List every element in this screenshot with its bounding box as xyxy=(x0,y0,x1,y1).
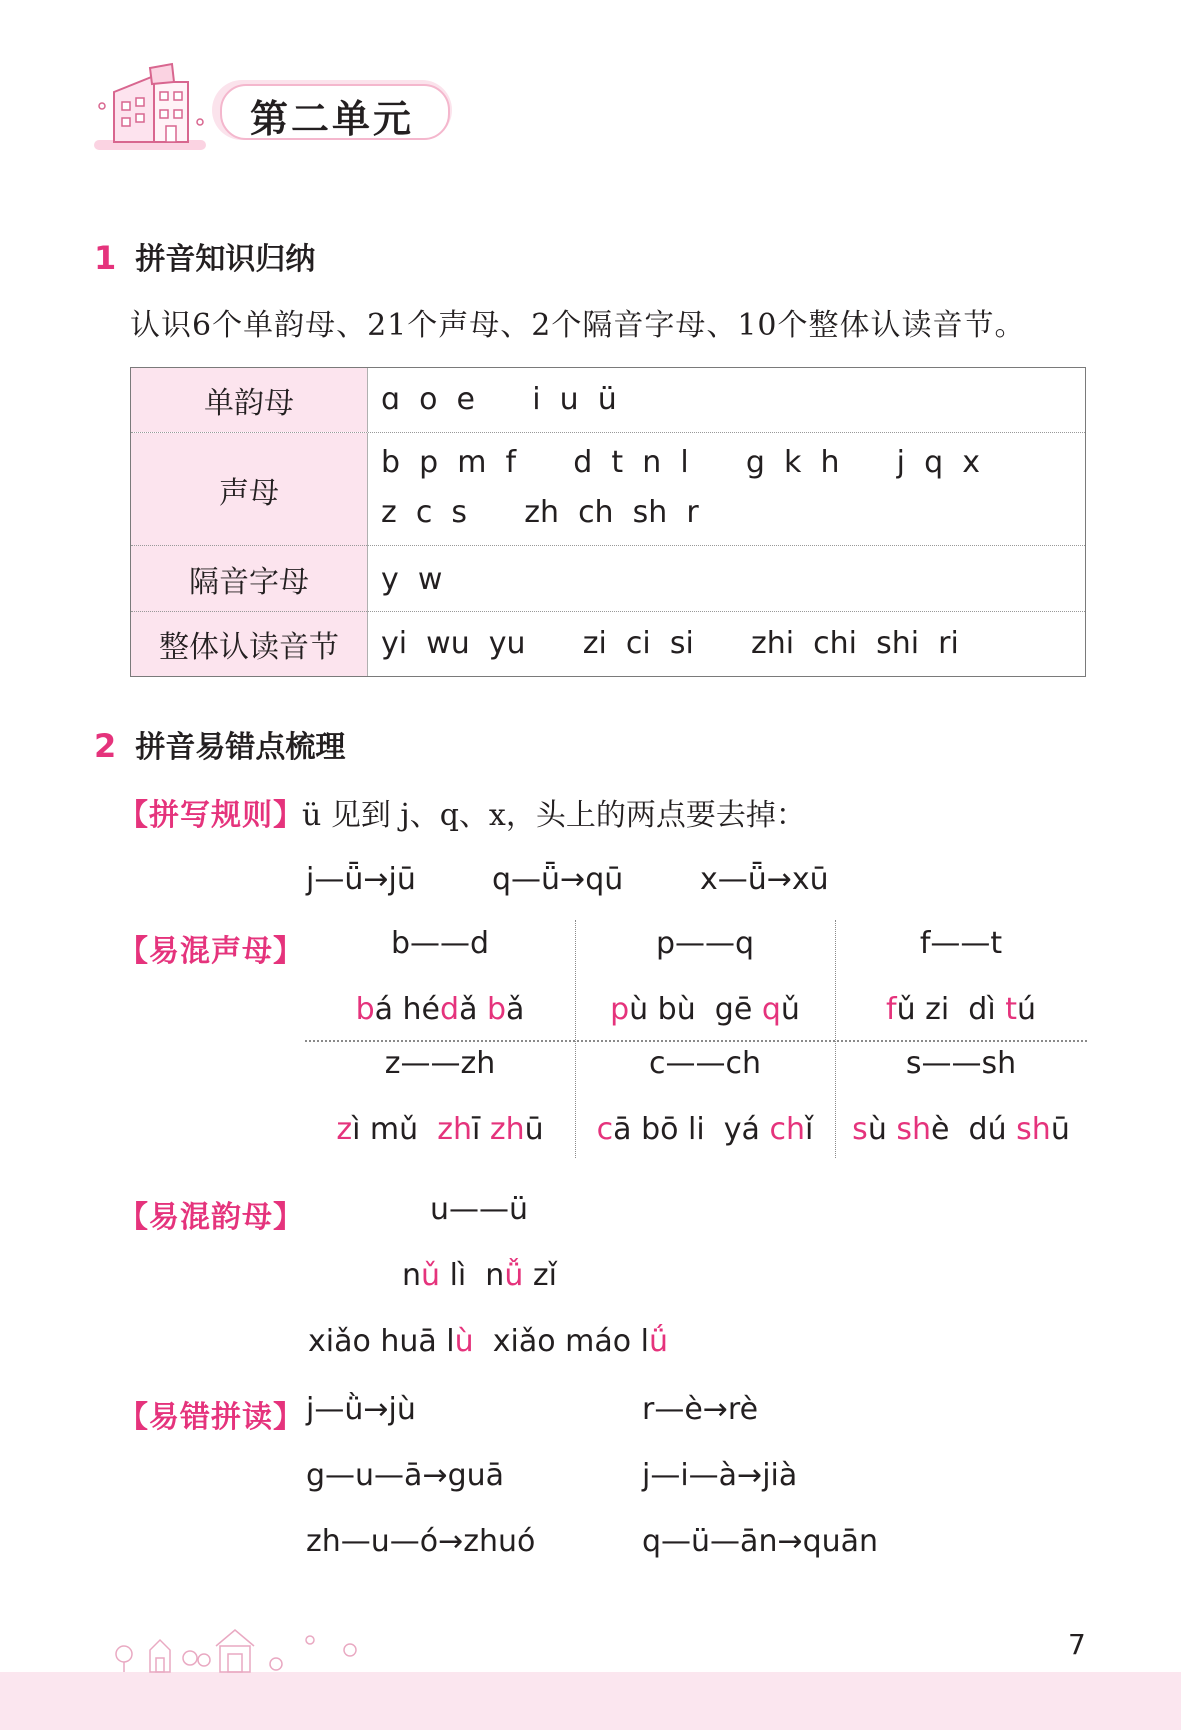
word-part: lì n xyxy=(440,1258,505,1293)
intro-text: 认识6个单韵母、21个声母、2个隔音字母、10个整体认读音节。 xyxy=(130,308,1026,343)
highlighted-initial: c xyxy=(596,1112,614,1147)
highlighted-initial: sh xyxy=(1016,1112,1051,1147)
table-row xyxy=(131,545,1085,612)
error-prone-item: g—u—ā→guā xyxy=(306,1458,505,1493)
word-part: n xyxy=(402,1258,422,1293)
town-illustration-icon xyxy=(110,1620,370,1676)
word-rest: ǎ xyxy=(459,992,487,1027)
highlighted-initial: f xyxy=(886,992,897,1027)
initials-words xyxy=(575,1112,835,1147)
error-prone-item: q—ü—ān→quān xyxy=(642,1524,879,1559)
word-rest: ū xyxy=(524,1112,544,1147)
building-icon xyxy=(92,62,212,154)
word-rest: ī xyxy=(472,1112,490,1147)
spelling-rule-tag: 【拼写规则】 xyxy=(118,798,304,833)
grid-divider xyxy=(305,1040,1087,1042)
word-rest: ì mǔ xyxy=(352,1112,438,1147)
highlighted-initial: b xyxy=(355,992,375,1027)
section2-heading xyxy=(94,722,345,766)
spelling-example: x—ǖ→xū xyxy=(700,862,829,897)
word-rest: ǔ zi dì xyxy=(896,992,1006,1027)
highlighted-final: ǘ xyxy=(648,1324,668,1359)
initials-words xyxy=(835,1112,1087,1147)
confusing-initials-grid xyxy=(305,920,1087,1160)
word-part: xiǎo huā l xyxy=(308,1324,455,1359)
finals-words-line2 xyxy=(308,1324,668,1359)
page-number: 7 xyxy=(1068,1628,1086,1661)
word-rest: ǐ xyxy=(804,1112,814,1147)
table-row-content: ɑ o e i u ü xyxy=(381,382,617,417)
confusing-initials-tag: 【易混声母】 xyxy=(118,934,304,969)
spelling-example: q—ǖ→qū xyxy=(492,862,624,897)
highlighted-final: ù xyxy=(454,1324,474,1359)
table-row-content: y w xyxy=(381,562,443,597)
error-prone-item: j—ǜ→jù xyxy=(306,1392,416,1427)
highlighted-initial: zh xyxy=(489,1112,525,1147)
highlighted-initial: p xyxy=(610,992,630,1027)
initials-words xyxy=(305,1112,575,1147)
initials-pair: f——t xyxy=(919,926,1003,961)
footer-band xyxy=(0,1672,1181,1730)
error-prone-item: r—è→rè xyxy=(642,1392,759,1427)
table-row-label: 隔音字母 xyxy=(131,546,368,612)
word-rest: ǎ xyxy=(506,992,525,1027)
error-prone-item: j—i—à→jià xyxy=(642,1458,798,1493)
table-row xyxy=(131,432,1085,546)
word-part: xiǎo máo l xyxy=(473,1324,649,1359)
table-row-content-line2: z c s zh ch sh r xyxy=(381,495,699,530)
error-prone-tag: 【易错拼读】 xyxy=(118,1400,304,1435)
highlighted-initial: t xyxy=(1005,992,1017,1027)
highlighted-final: ǔ xyxy=(421,1258,441,1293)
highlighted-initial: ch xyxy=(769,1112,805,1147)
initials-words xyxy=(835,992,1087,1027)
word-rest: ù xyxy=(867,1112,897,1147)
unit-banner xyxy=(92,62,462,152)
highlighted-initial: zh xyxy=(437,1112,473,1147)
highlighted-initial: q xyxy=(761,992,781,1027)
spelling-rule-text: ü 见到 j、q、x，头上的两点要去掉： xyxy=(302,798,806,833)
unit-title: 第二单元 xyxy=(250,97,415,141)
initials-pair: b——d xyxy=(390,926,490,961)
section2-number: 2 xyxy=(94,727,117,765)
highlighted-final: ǚ xyxy=(504,1258,524,1293)
highlighted-initial: d xyxy=(440,992,460,1027)
table-row-label: 声母 xyxy=(131,433,368,546)
table-row xyxy=(131,368,1085,432)
confusing-finals-tag: 【易混韵母】 xyxy=(118,1200,304,1235)
table-row-content: b p m f d t n l g k h j q x xyxy=(381,445,980,480)
initials-pair: s——sh xyxy=(905,1046,1017,1081)
section1-title: 拼音知识归纳 xyxy=(135,242,316,277)
highlighted-initial: z xyxy=(336,1112,353,1147)
initials-pair: p——q xyxy=(655,926,755,961)
initials-pair: z——zh xyxy=(384,1046,496,1081)
table-row-content: yi wu yu zi ci si zhi chi shi ri xyxy=(381,626,959,661)
word-rest: ú xyxy=(1016,992,1036,1027)
word-rest: ā bō li yá xyxy=(613,1112,770,1147)
table-row xyxy=(131,611,1085,676)
section1-number: 1 xyxy=(94,239,117,277)
word-rest: ū xyxy=(1050,1112,1070,1147)
word-rest: á hé xyxy=(374,992,441,1027)
finals-pair: u——ü xyxy=(430,1192,529,1227)
word-rest: è dú xyxy=(931,1112,1017,1147)
initials-words xyxy=(575,992,835,1027)
initials-words xyxy=(305,992,575,1027)
table-row-label: 整体认读音节 xyxy=(131,612,368,676)
initials-pair: c——ch xyxy=(648,1046,761,1081)
table-row-label: 单韵母 xyxy=(131,368,368,432)
section1-heading xyxy=(94,234,315,278)
finals-words-line1 xyxy=(402,1258,557,1293)
word-part: zǐ xyxy=(523,1258,557,1293)
word-rest: ù bù gē xyxy=(629,992,762,1027)
word-rest: ǔ xyxy=(780,992,800,1027)
section2-title: 拼音易错点梳理 xyxy=(135,730,346,765)
error-prone-item: zh—u—ó→zhuó xyxy=(306,1524,536,1559)
spelling-example: j—ǖ→jū xyxy=(306,862,416,897)
highlighted-initial: sh xyxy=(896,1112,932,1147)
highlighted-initial: s xyxy=(852,1112,868,1147)
highlighted-initial: b xyxy=(486,992,507,1027)
pinyin-table xyxy=(130,367,1086,677)
